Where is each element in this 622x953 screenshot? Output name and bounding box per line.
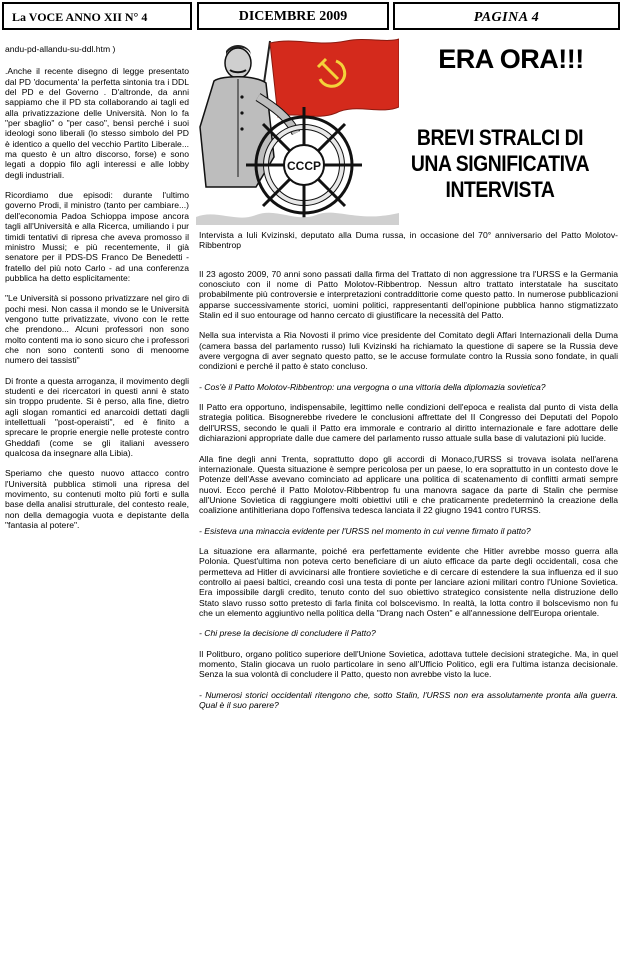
article-paragraph: Nella sua intervista a Ria Novosti il primo vice presidente del Comitato degli Affari Internazionali della Duma (camera bassa del parlamento russo) Iuli Kvizinski ha richiamato la questione di sapere se la Russia deve avere vergogna di aver segnato questo patto, se le accuse formulate contro la Russia sono fondate, in quali condizioni e perché il patto è stato concluso. [199,330,618,372]
article-paragraph: Il Patto era opportuno, indispensabile, legittimo nelle condizioni dell'epoca e realista dal punto di vista della strategia politica. Bisognerebbe rivedere le conclusioni affrettate del II Congresso dei Deputati del Popolo dell'URSS, secondo le quali il Patto era immorale e contrario al diritto internazionale e fare adottare delle dichiarazioni appropriate dalle due camere del parlamento russo attuale sulla base di valutazioni più lucide. [199,402,618,444]
article-subtitle [394,125,605,203]
svg-text:CCCP: CCCP [286,159,322,173]
article-paragraph: andu-pd-allandu-su-ddl.htm ) [5,44,116,54]
subtitle-line: BREVI STRALCI DI [416,125,584,150]
article-paragraph: Alla fine degli anni Trenta, soprattutto dopo gli accordi di Monaco,l'URSS si trovava isolata nell'arena internazionale. Questa situazione è sempre pericolosa per un paese, lo era soprattutto in un contesto dove le Potenze dell'Asse avevano cominciato ad applicare una politica di scatenamento di conflitti armati sempre nuovi. Ecco perché il Patto Molotov-Ribbentrop fu una manovra sagace da parte di Stalin che permise all'Unione Sovietica di raggiungere molti obiettivi utili e che praticamente predeterminò la creazione della coalizione antihitleriana dopo l'offensiva tedesca lanciata il 22 giugno 1941 contro l'URSS. [199,453,618,516]
article-paragraph: Il 23 agosto 2009, 70 anni sono passati dalla firma del Trattato di non aggressione tra l'URSS e la Germania conosciuto con il nome di Patto Molotov-Ribbentrop. Nessun altro trattato interstatale ha suscitato probabilmente più controversie e interpretazioni contraddittorie come questo patto. In numerose pubblicazioni apparse successivamente storici, uomini politici, rappresentanti dell'opinione pubblica hanno stigmatizzato Stalin ed il suo entourage od hanno cercato di giustificare la necessità del Patto. [199,268,618,321]
header-issue-info: La VOCE ANNO XII N° 4 [2,2,192,30]
interview-question: - Numerosi storici occidentali ritengono che, sotto Stalin, l'URSS non era assolutamente pronta alla guerra. Qual è il suo parere? [199,689,618,711]
article-photo [196,37,399,225]
article-paragraph: La situazione era allarmante, poiché era perfettamente evidente che Hitler avrebbe mosso guerra alla Polonia. Quest'ultima non poteva certo beneficiare di un aiuto efficace da parte degli occidentali, cosa che permetteva ad Hitler di avvicinarsi alle frontiere sovietiche e di cercare di estendere la sua influenza ed il suo controllo ai paesi baltici, creando così una testa di ponte per lanciare azioni militari contro l'Unione Sovietica. Era impossibile dargli credito, tenuto conto del suo obiettivo strategico consistente nella distruzione dello Stato slavo russo sotto pretesto di farla finita col bolscevismo. In realtà, la lotta contro il bolscevismo non fu che un elemento aggiuntivo nella politica della "Drang nach Osten" e all'annessione dell'Europa orientale. [199,545,618,618]
article-paragraph: Speriamo che questo nuovo attacco contro l'Università pubblica stimoli una ripresa del movimento, su contenuti molto più forti e sulla base della analisi strutturale, del contesto reale, non della demagogia vuota e depistante della "fantasia al potere". [5,468,189,531]
photo-caption: Intervista a Iuli Kvizinski, deputato alla Duma russa, in occasione del 70° anniversario del Patto Molotov-Ribbentrop [199,230,618,251]
interview-question: - Esisteva una minaccia evidente per l'URSS nel momento in cui venne firmato il patto? [199,525,531,536]
interview-question: - Chi prese la decisione di concludere il Patto? [199,628,376,639]
article-paragraph: Il Politburo, organo politico superiore dell'Unione Sovietica, adottava tuttele decisioni strategiche. Ma, in quel momento, Stalin giocava un ruolo particolare in seno all'Ufficio Politico, egli era l'ultima istanza decisionale. Senza la sua volontà di concludere il Patto, questo non avrebbe visto la luce. [199,648,618,680]
interview-question: - Cos'è il Patto Molotov-Ribbentrop: una vergogna o una vittoria della diplomazia sovietica? [199,381,546,392]
article-paragraph: .Anche il recente disegno di legge presentato dal PD 'documenta' la perfetta sintonia tra i DDL del PD e del Governo . D'altronde, da anni sappiamo che il PD sta collaborando ai tagli ed alla privatizzazione delle Università. Non lo fa "per sbaglio" o "per caso", bensì perché i suoi ideologi sono liberali (lo stesso simbolo del PD è identico a quello del vecchio Partito Liberale... ma questo è un altro discorso, forse) e sono legati a doppio filo agli interessi e alle lobby degli industriali. [5,66,189,180]
quote-paragraph: "Le Università si possono privatizzare nel giro di pochi mesi. Non cassa il mondo se le Università vengono tutte privatizzate, vivono con le rette che prendono... Alcuni professori non sono molto contenti ma io sono sicuro che i professori che non sono contenti sono di menoome numero dei tassisti" [5,293,189,366]
header-date: DICEMBRE 2009 [197,2,389,30]
header-page-number: PAGINA 4 [393,2,620,30]
article-paragraph: Ricordiamo due episodi: durante l'ultimo governo Prodi, il ministro (tanto per cambiare...) dell'economia Padoa Schioppa impose ancora tagli all'Università e alla Ricerca, umiliando i pur timidi tentativi di ripresa che aveva promosso il ministro Mussi; e più recentemente, il già senatore per il PDS-DS Franco De Benedetti - fratello del più noto Carlo - ad una conferenza pubblica ha detto esplicitamente: [5,190,189,283]
article-paragraph: Di fronte a questa arroganza, il movimento degli studenti e dei ricercatori in questi anni è stato sin troppo prudente. Si è perso, alla fine, dietro agli slogan romantici ed anarcoidi dettati dagli intellettuali "post-operaisti", ed è finito a sprecare le proprie energie nelle proteste contro Gheddafi (come se gli italiani avessero qualcosa da insegnare alla Libia). [5,375,189,459]
subtitle-line: INTERVISTA [445,177,555,202]
left-column [5,44,189,540]
subtitle-line: UNA SIGNIFICATIVA [410,151,590,176]
article-title: ERA ORA!!! [438,44,584,74]
soviet-poster-illustration [196,37,399,225]
right-column [199,230,618,720]
